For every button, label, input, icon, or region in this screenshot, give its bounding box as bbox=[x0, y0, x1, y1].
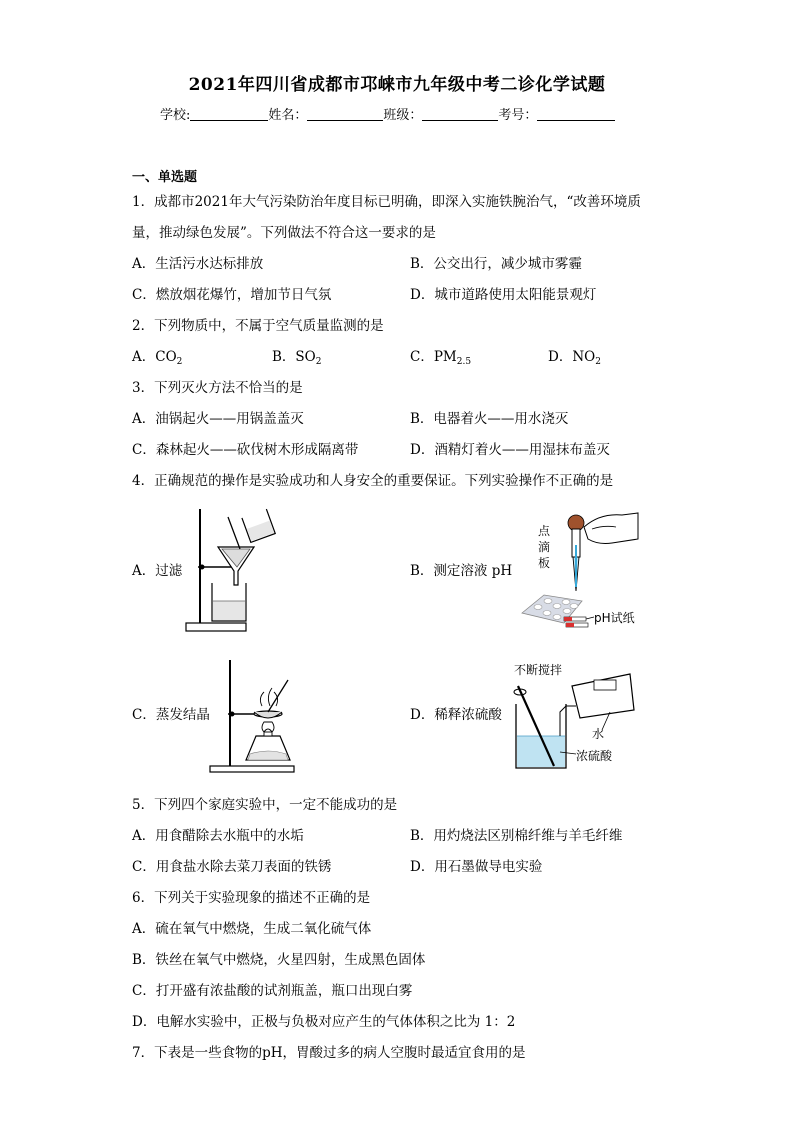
q2-a-sub: 2 bbox=[176, 357, 183, 367]
q6-option-c[interactable]: C．打开盛有浓盐酸的试剂瓶盖，瓶口出现白雾 bbox=[132, 983, 413, 999]
q1-option-d[interactable]: D．城市道路使用太阳能景观灯 bbox=[410, 287, 597, 303]
filtration-figure bbox=[184, 505, 280, 635]
q5-stem: 5．下列四个家庭实验中，一定不能成功的是 bbox=[132, 797, 398, 813]
q6-stem: 6．下列关于实验现象的描述不正确的是 bbox=[132, 890, 371, 906]
q3-option-a[interactable]: A．油锅起火——用锅盖盖灭 bbox=[132, 411, 304, 427]
q4-stem: 4．正确规范的操作是实验成功和人身安全的重要保证。下列实验操作不正确的是 bbox=[132, 473, 614, 489]
ph-test-figure bbox=[514, 505, 644, 633]
class-blank[interactable] bbox=[422, 108, 498, 121]
school-blank[interactable] bbox=[190, 108, 268, 121]
q2-d-sub: 2 bbox=[595, 357, 601, 367]
q3-option-b[interactable]: B．电器着火——用水浇灭 bbox=[410, 411, 569, 427]
spot-plate-label-2: 滴 bbox=[538, 540, 551, 554]
q5-option-c[interactable]: C．用食盐水除去菜刀表面的铁锈 bbox=[132, 859, 332, 875]
q2-option-d[interactable] bbox=[548, 349, 601, 370]
spot-plate-label-1: 点 bbox=[538, 524, 551, 538]
q4-option-b[interactable]: B．测定溶液 pH bbox=[410, 563, 513, 579]
q1-option-c[interactable]: C．燃放烟花爆竹，增加节日气氛 bbox=[132, 287, 332, 303]
q7-stem: 7．下表是一些食物的pH，胃酸过多的病人空腹时最适宜食用的是 bbox=[132, 1045, 526, 1061]
spot-plate-label-3: 板 bbox=[538, 556, 551, 570]
stir-label: 不断搅拌 bbox=[514, 663, 563, 677]
q4-option-c[interactable]: C．蒸发结晶 bbox=[132, 707, 210, 723]
q2-b-sub: 2 bbox=[315, 357, 322, 367]
q6-option-a[interactable]: A．硫在氧气中燃烧，生成二氧化硫气体 bbox=[132, 921, 372, 937]
name-blank[interactable] bbox=[307, 108, 383, 121]
q2-a-text: A．CO bbox=[132, 349, 177, 365]
q6-option-d[interactable]: D．电解水实验中，正极与负极对应产生的气体体积之比为 1：2 bbox=[132, 1014, 516, 1030]
q2-option-a[interactable] bbox=[132, 349, 182, 370]
q5-option-a[interactable]: A．用食醋除去水瓶中的水垢 bbox=[132, 828, 304, 844]
q3-option-c[interactable]: C．森林起火——砍伐树木形成隔离带 bbox=[132, 442, 359, 458]
acid-label: 浓硫酸 bbox=[576, 749, 613, 763]
q2-stem: 2．下列物质中，不属于空气质量监测的是 bbox=[132, 318, 384, 334]
section-heading: 一、单选题 bbox=[132, 170, 198, 185]
q6-option-b[interactable]: B．铁丝在氧气中燃烧，火星四射，生成黑色固体 bbox=[132, 952, 426, 968]
q1-stem-line1: 1．成都市2021年大气污染防治年度目标已明确，即深入实施铁腕治气，“改善环境质 bbox=[132, 194, 641, 210]
water-label: 水 bbox=[592, 727, 605, 741]
q2-d-text: D．NO bbox=[548, 349, 596, 365]
ph-paper-label: pH试纸 bbox=[594, 611, 635, 625]
q1-stem-line2: 量，推动绿色发展”。下列做法不符合这一要求的是 bbox=[132, 225, 436, 241]
q4-option-d[interactable]: D．稀释浓硫酸 bbox=[410, 707, 502, 723]
q2-c-text: C．PM bbox=[410, 349, 457, 365]
exam-no-label: 考号： bbox=[498, 108, 538, 123]
exam-no-blank[interactable] bbox=[537, 108, 615, 121]
q3-option-d[interactable]: D．酒精灯着火——用湿抹布盖灭 bbox=[410, 442, 610, 458]
q3-stem: 3．下列灭火方法不恰当的是 bbox=[132, 380, 303, 396]
evaporation-figure bbox=[206, 656, 300, 776]
student-info-line bbox=[160, 104, 615, 123]
class-label: 班级： bbox=[383, 108, 423, 123]
q5-option-b[interactable]: B．用灼烧法区别棉纤维与羊毛纤维 bbox=[410, 828, 623, 844]
q5-option-d[interactable]: D．用石墨做导电实验 bbox=[410, 859, 543, 875]
name-label: 姓名： bbox=[268, 108, 308, 123]
q4-option-a[interactable]: A．过滤 bbox=[132, 563, 183, 579]
school-label: 学校: bbox=[160, 108, 191, 123]
q2-c-sub: 2.5 bbox=[456, 357, 472, 367]
q2-option-b[interactable] bbox=[272, 349, 321, 370]
q1-option-b[interactable]: B．公交出行，减少城市雾霾 bbox=[410, 256, 582, 272]
dilution-figure bbox=[510, 656, 640, 774]
q1-option-a[interactable]: A．生活污水达标排放 bbox=[132, 256, 264, 272]
exam-title: 2021年四川省成都市邛崃市九年级中考二诊化学试题 bbox=[188, 75, 606, 95]
q2-b-text: B．SO bbox=[272, 349, 316, 365]
q2-option-c[interactable] bbox=[410, 349, 471, 370]
